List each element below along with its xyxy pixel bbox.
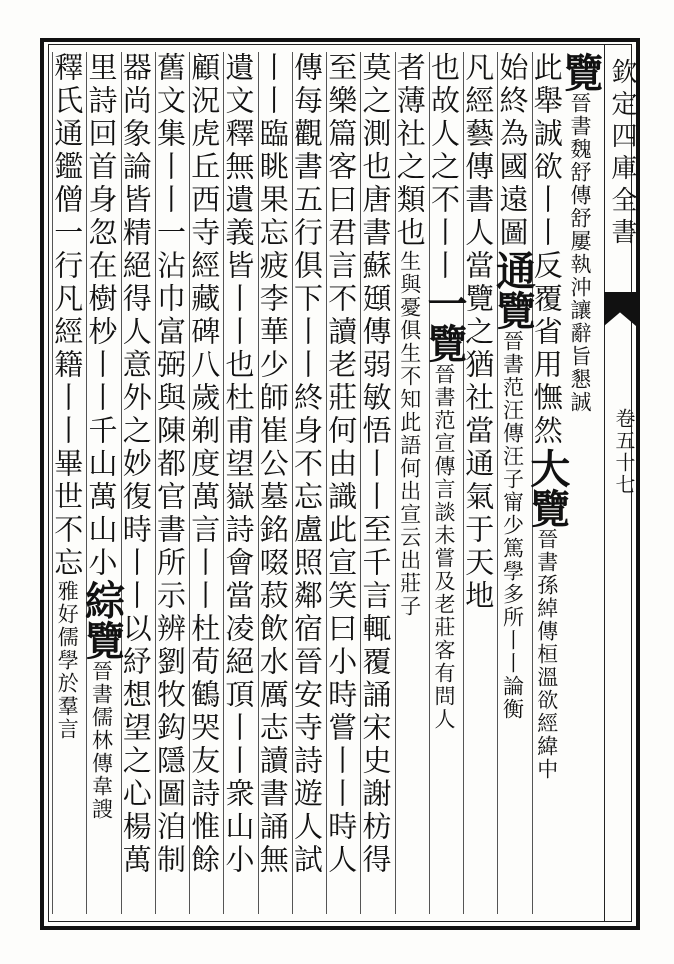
headword: 覽 (78, 620, 126, 660)
text-run: 凡經藝傳書人當覽之猶社當通氣于天地 (461, 52, 496, 613)
headword: 覽 (421, 323, 468, 363)
text-run: 雅好儒學於羣言 (55, 580, 80, 741)
text-run: 傳每觀書五行俱下丨丨終身不忘盧照鄰宿晉安寺詩遊人試 (290, 52, 324, 877)
text-column (557, 52, 604, 914)
text-column (523, 52, 571, 914)
volume-label: 卷五十七 (612, 408, 636, 496)
text-run: 釋氏通鑑僧一行凡經籍丨丨畢世不忘 (50, 52, 85, 580)
text-run: 晉書儒林傳韋謏 (89, 660, 114, 821)
text-column (392, 52, 430, 914)
text-column (463, 52, 498, 914)
text-column (118, 52, 156, 914)
text-run: 莫之測也唐書蘇頲傳弱敏悟丨丨至千言輒覆誦宋史謝枋得 (358, 52, 393, 877)
book-title: 欽定四庫全書 (607, 58, 637, 250)
text-column (489, 52, 537, 914)
text-run: 生與憂俱生不知此語何出宣云出莊子 (397, 250, 422, 618)
text-column (78, 52, 126, 914)
text-run: 晉書范汪傳汪子甯少篤學多所丨丨論衡 (500, 330, 525, 721)
text-column (326, 52, 361, 914)
text-column (360, 52, 395, 914)
text-column (292, 52, 327, 914)
text-column (223, 52, 258, 914)
text-column (421, 52, 468, 914)
text-run: 也故人之不丨丨 (427, 52, 461, 283)
headword: 一 (421, 283, 468, 323)
headword: 通 (489, 250, 537, 290)
headword: 大 (523, 448, 571, 488)
text-run: 此舉誠欲丨丨反覆省用憮然 (529, 52, 564, 448)
text-run: 器尚象論皆精絕得人意外之妙復時丨丨以紓想望之心楊萬 (118, 52, 153, 877)
text-run: 舊文集丨丨一沾巾富弼與陳都官書所示辨劉牧鈎隱圖洎制 (153, 52, 187, 877)
text-run: 晉書范宣傳言談未嘗及老莊客有問人 (432, 363, 456, 731)
text-column (255, 52, 293, 914)
text-run: 旨懇誠 (568, 345, 592, 414)
text-run: 丨丨臨眺果忘疲李華少師崔公墓銘啜菽飲水厲志讀書誦無 (255, 52, 290, 877)
text-run: 晉書魏舒傳舒屢執沖讓辭 (568, 92, 592, 345)
text-column (52, 52, 87, 914)
headword: 覽 (557, 52, 604, 92)
text-column (155, 52, 190, 914)
text-run: 至樂篇客曰君言不讀老莊何由識此宣笑曰小時嘗丨丨時人 (324, 52, 359, 877)
text-column (189, 52, 224, 914)
text-run: 里詩回首身忽在樹杪丨丨千山萬山小 (84, 52, 119, 580)
headword: 覽 (523, 488, 571, 528)
text-body (50, 52, 604, 914)
headword: 綜 (78, 580, 126, 620)
text-run: 始終為國遠圖 (495, 52, 530, 250)
text-run: 遺文釋無遺義皆丨丨也杜甫望嶽詩會當凌絕頂丨丨衆山小 (221, 52, 256, 877)
text-run: 者薄社之類也 (392, 52, 427, 250)
text-run: 顧況虎丘西寺經藏碑八歲剃度萬言丨丨杜荀鶴哭友詩惟餘 (187, 52, 222, 877)
text-run: 晉書孫綽傳桓溫欲經緯中 (534, 528, 559, 781)
headword: 覽 (489, 290, 537, 330)
